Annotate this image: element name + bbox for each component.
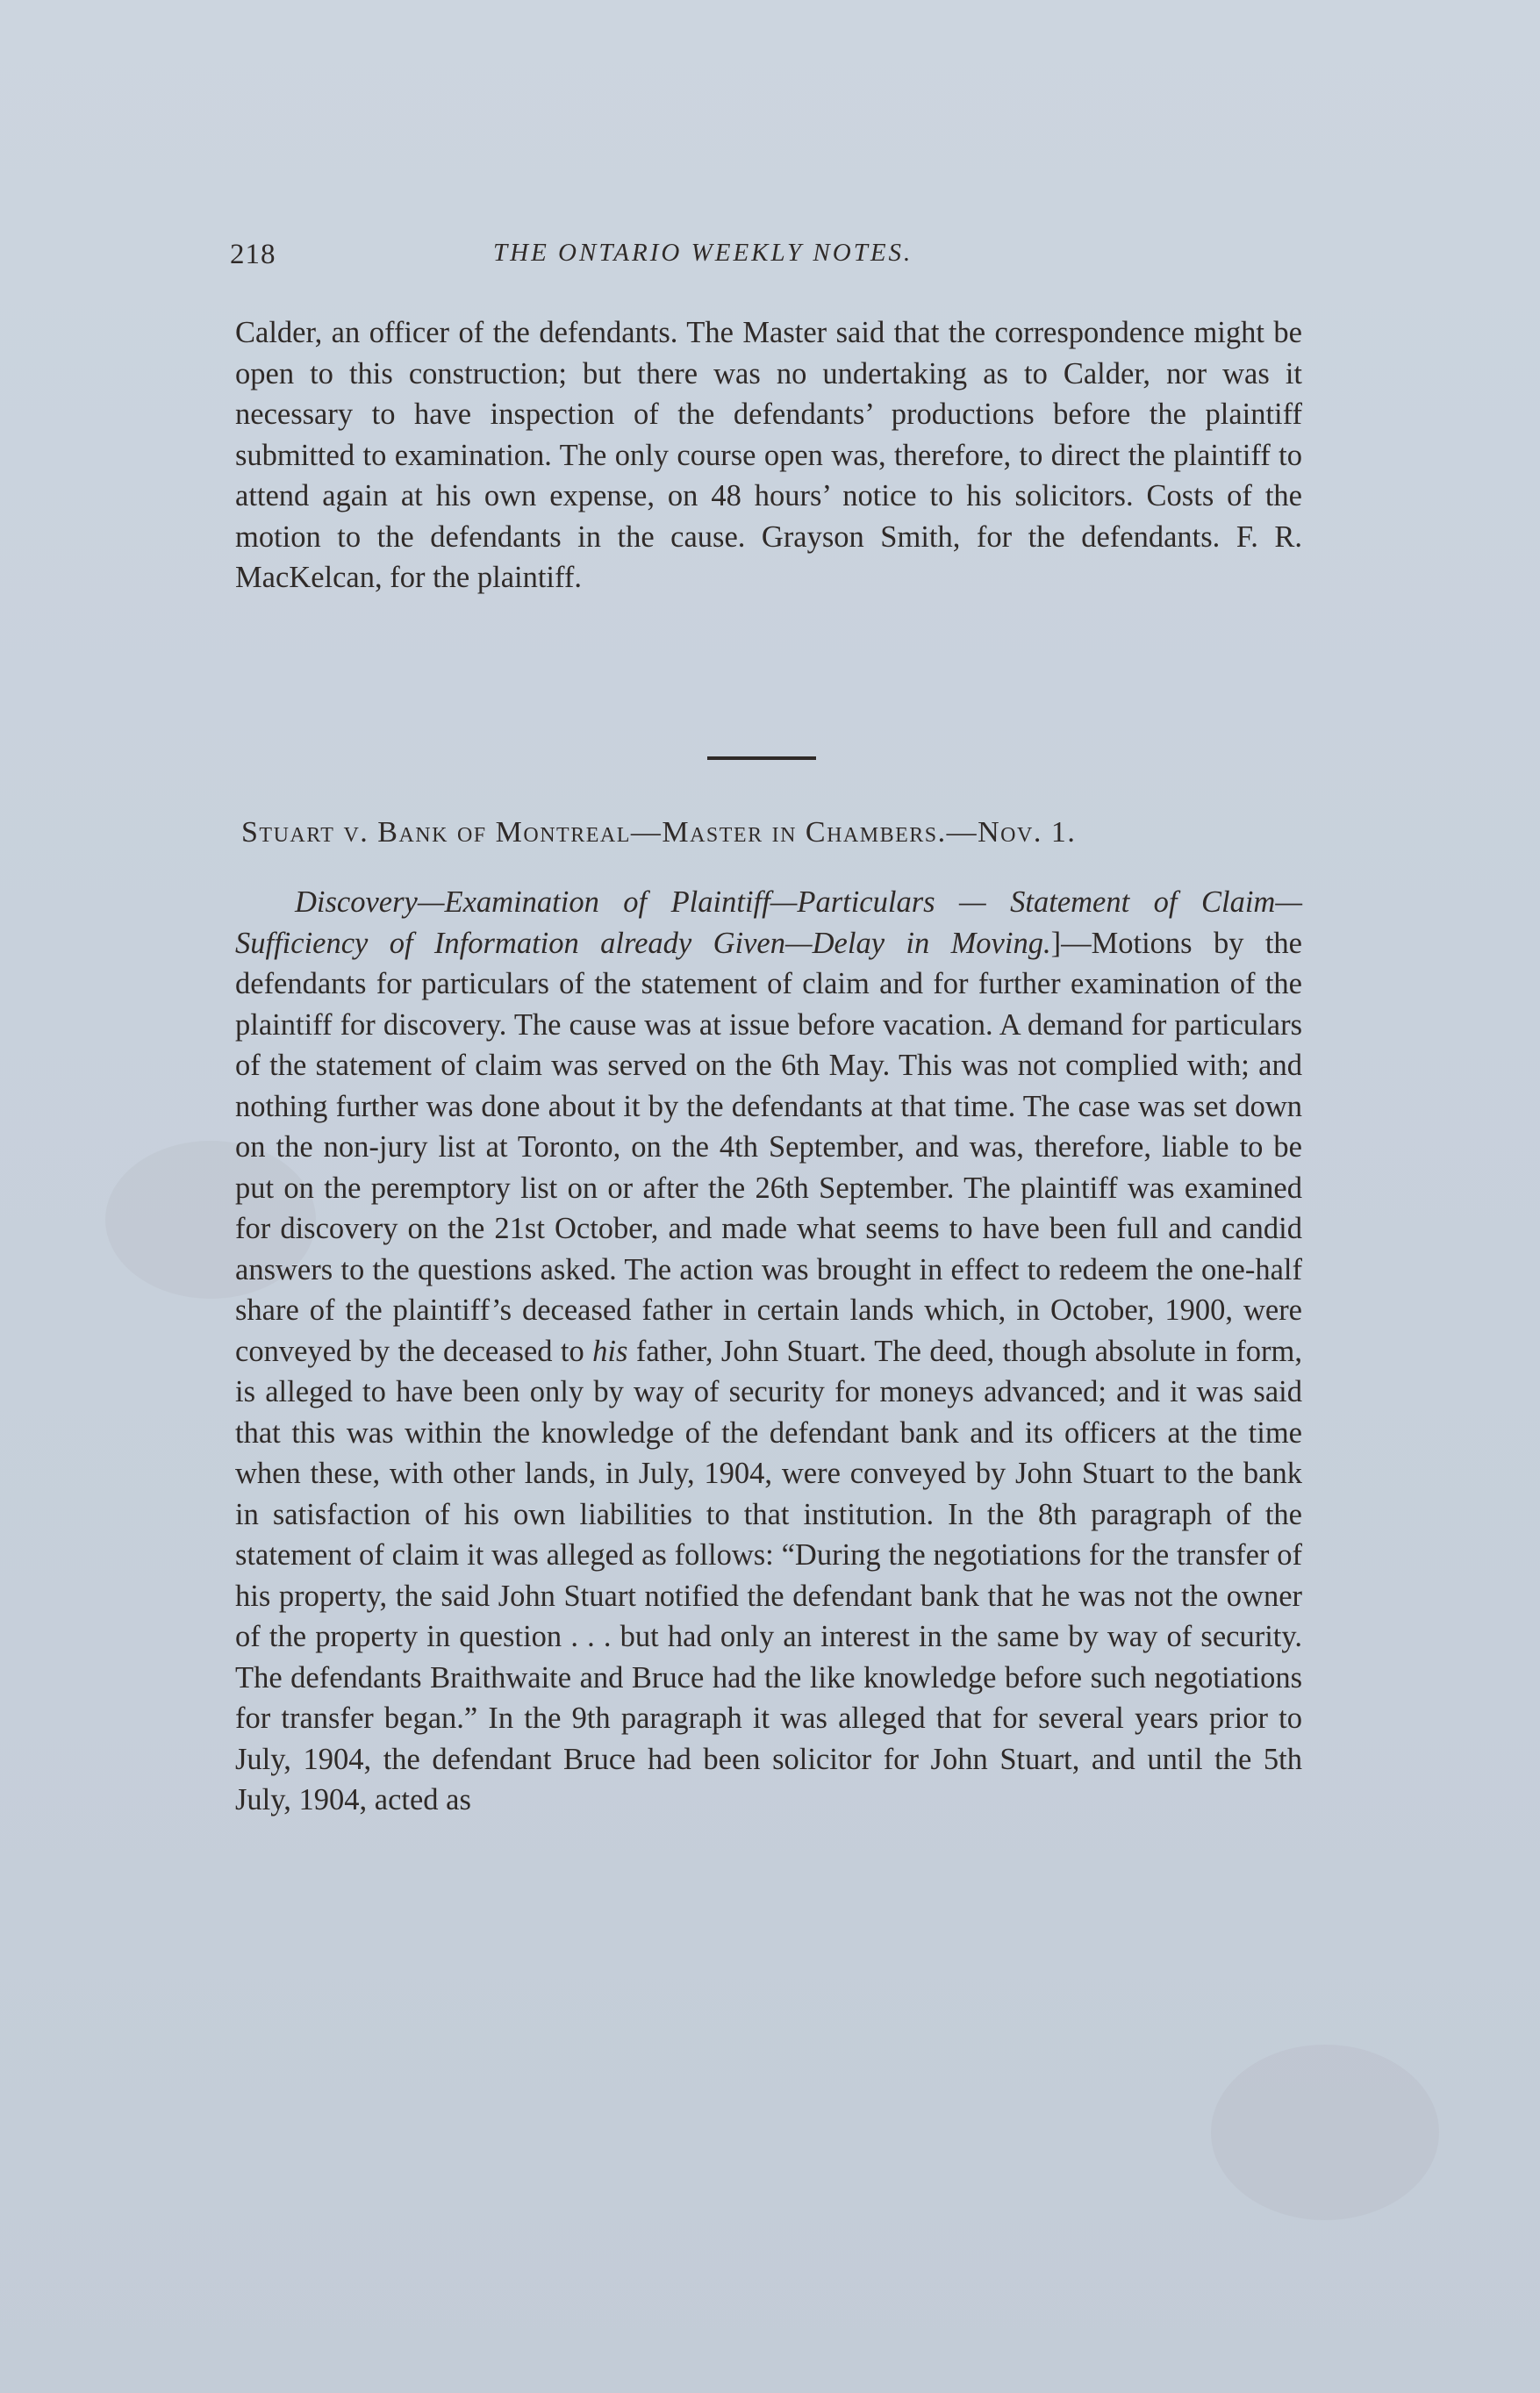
- italic-word: his: [592, 1334, 628, 1368]
- paragraph-stuart-case: [235, 882, 1302, 1821]
- paragraph-body: ]—Motions by the defendants for particulars of the statement of claim and for further examination of the plaintiff for discovery. The cause was at issue before vacation. A demand for particulars of the statement of claim was served on the 6th May. This was not complied with; and nothing further was done about it by the defendants at that time. The case was set down on the non-jury list at Toronto, on the 4th September, and was, therefore, liable to be put on the peremptory list on or after the 26th September. The plaintiff was examined for discovery on the 21st October, and made what seems to have been full and candid answers to the questions asked. The action was brought in effect to redeem the one-half share of the plaintiff’s deceased father in certain lands which, in October, 1900, were conveyed by the deceased to: [235, 926, 1302, 1368]
- case-heading: Stuart v. Bank of Montreal—Master in Chambers.—Nov. 1.: [241, 816, 1077, 849]
- page-number: 218: [230, 239, 276, 270]
- running-head: THE ONTARIO WEEKLY NOTES.: [493, 239, 913, 267]
- paragraph-calder: Calder, an officer of the defendants. The Master said that the correspondence might be open to this construction; but there was no undertaking as to Calder, nor was it necessary to have inspection of the defendants’ productions before the plaintiff submitted to examination. The only course open was, therefore, to direct the plaintiff to attend again at his own expense, on 48 hours’ notice to his solicitors. Costs of the motion to the defendants in the cause. Grayson Smith, for the defendants. F. R. MacKelcan, for the plaintiff.: [235, 316, 1302, 594]
- headnote: Discovery—Examination of Plaintiff—Particulars — Statement of Claim—Sufficiency of Information already Given—Delay in Moving.: [235, 885, 1302, 960]
- paper-stain: [1211, 2045, 1439, 2220]
- paragraph-body-rest: father, John Stuart. The deed, though absolute in form, is alleged to have been only by way of security for moneys advanced; and it was said that this was within the knowledge of the defendant bank and its officers at the time when these, with other lands, in July, 1904, were conveyed by John Stuart to the bank in satisfaction of his own liabilities to that institution. In the 8th paragraph of the statement of claim it was alleged as follows: “During the negotiations for the transfer of his property, the said John Stuart notified the defendant bank that he was not the owner of the property in question . . . but had only an interest in the same by way of security. The defendants Braithwaite and Bruce had the like knowledge before such negotiations for transfer began.” In the 9th paragraph it was alleged that for several years prior to July, 1904, the defendant Bruce had been solicitor for John Stuart, and until the 5th July, 1904, acted as: [235, 1334, 1302, 1816]
- section-divider: [707, 756, 816, 760]
- page-header: [230, 235, 1304, 279]
